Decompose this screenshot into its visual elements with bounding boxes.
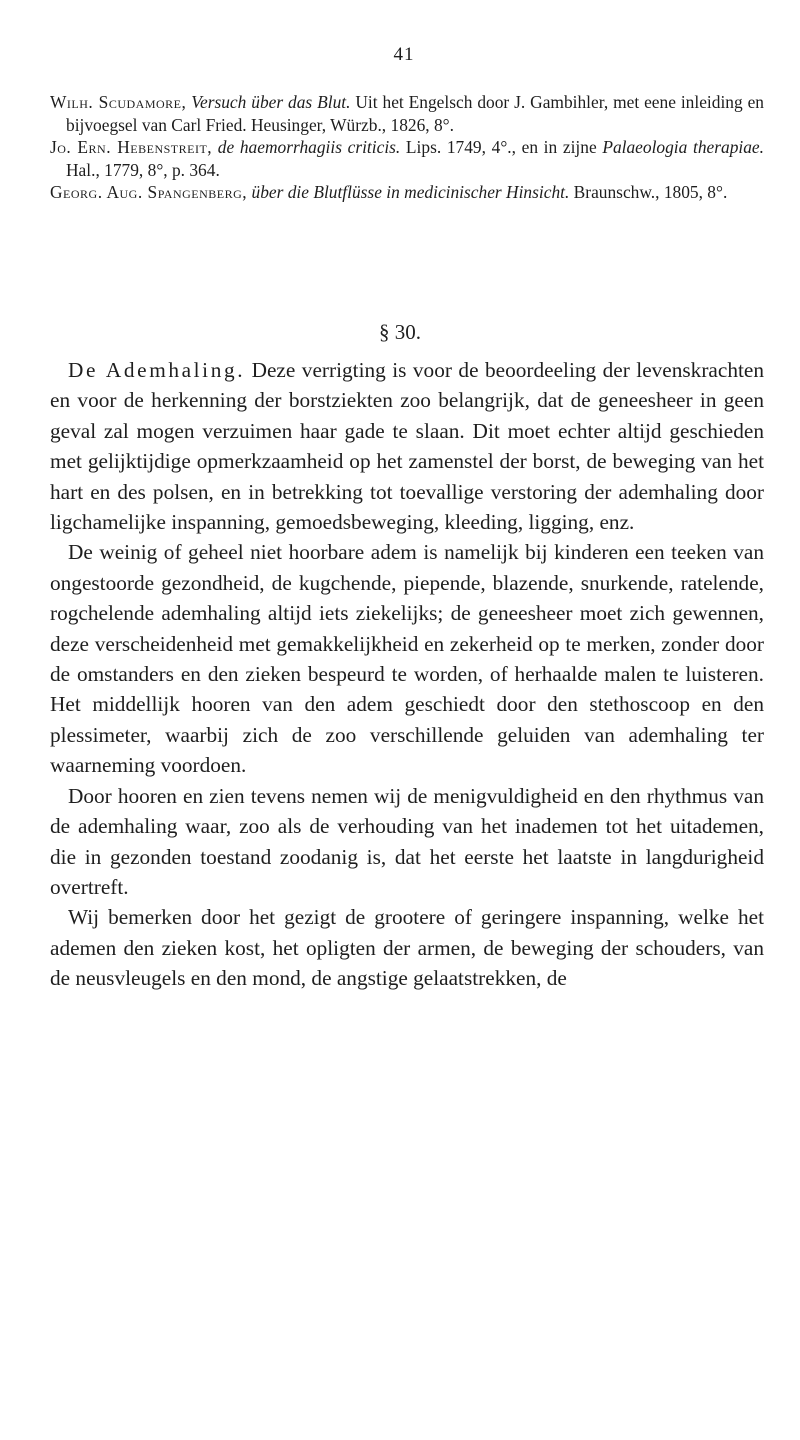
reference-details: Hal., 1779, 8°, p. 364. — [66, 159, 220, 180]
section-heading: § 30. — [379, 320, 421, 344]
paragraph — [50, 355, 764, 537]
reference-title: Versuch über das Blut. — [191, 92, 351, 112]
body-text — [50, 355, 764, 994]
reference-author: Georg. Aug. Spangenberg, — [50, 182, 248, 202]
reference-list — [50, 91, 764, 204]
reference-details: Uit het Engelsch door J. Gambihler, met eene inleiding en bijvoegsel van Carl Fried. Heusinger, Würzb., 1826, 8°. — [66, 92, 764, 135]
reference-title: über die Blutflüsse in medicinischer Hinsicht. — [251, 182, 570, 202]
paragraph-text: Deze verrigting is voor de beoordeeling der levenskrachten en voor de herkenning der borstziekten zoo belangrijk, dat de geneesheer in geen geval zal mogen verzuimen haar gade te slaan. Dit moet echter altijd geschieden met gelijktijdige opmerkzaamheid op het zamenstel der borst, de beweging van het hart en des polsen, en in betrekking tot toevallige verstoring der ademhaling door ligchamelijke inspanning, gemoedsbeweging, kleeding, ligging, enz. — [50, 358, 764, 535]
reference-item — [50, 136, 764, 181]
paragraph-lead: De Ademhaling. — [68, 358, 246, 382]
reference-title: Palaeologia therapiae. — [602, 137, 764, 157]
reference-author: Wilh. Scudamore, — [50, 92, 187, 112]
paragraph-text: Wij bemerken door het gezigt de grootere of geringere inspanning, welke het ademen den zieken kost, het opligten der armen, de beweging der schouders, van de neusvleugels en den mond, de angstige gelaatstrekken, de — [50, 905, 764, 991]
reference-title: de haemorrhagiis criticis. — [217, 137, 401, 157]
paragraph-text: De weinig of geheel niet hoorbare adem is namelijk bij kinderen een teeken van ongestoorde gezondheid, de kugchende, piepende, blazende, snurkende, ratelende, rogchelende ademhaling altijd iets ziekelijks; de geneesheer moet zich gewennen, deze verscheidenheid met gemakkelijkheid en zekerheid op te merken, zonder door de omstanders en den zieken bespeurd te worden, of herhaalde malen te luisteren. Het middellijk hooren van den adem geschiedt door den stethoscoop en den plessimeter, waarbij zich de zoo verschillende geluiden van ademhaling ter waarneming voordoen. — [50, 540, 764, 778]
paragraph — [50, 902, 764, 993]
paragraph — [50, 781, 764, 903]
reference-author: Jo. Ern. Hebenstreit, — [50, 137, 213, 157]
paragraph-text: Door hooren en zien tevens nemen wij de menigvuldigheid en den rhythmus van de ademhaling waar, zoo als de verhouding van het inademen tot het uitademen, die in gezonden toestand zoodanig is, dat het eerste het laatste in langdurigheid overtreft. — [50, 783, 764, 899]
reference-details: Lips. 1749, 4°., en in zijne — [405, 137, 597, 157]
reference-details: Braunschw., 1805, 8°. — [573, 182, 728, 202]
reference-item — [50, 91, 764, 136]
reference-item — [50, 181, 764, 204]
page-number: 41 — [393, 44, 415, 65]
paragraph — [50, 537, 764, 780]
